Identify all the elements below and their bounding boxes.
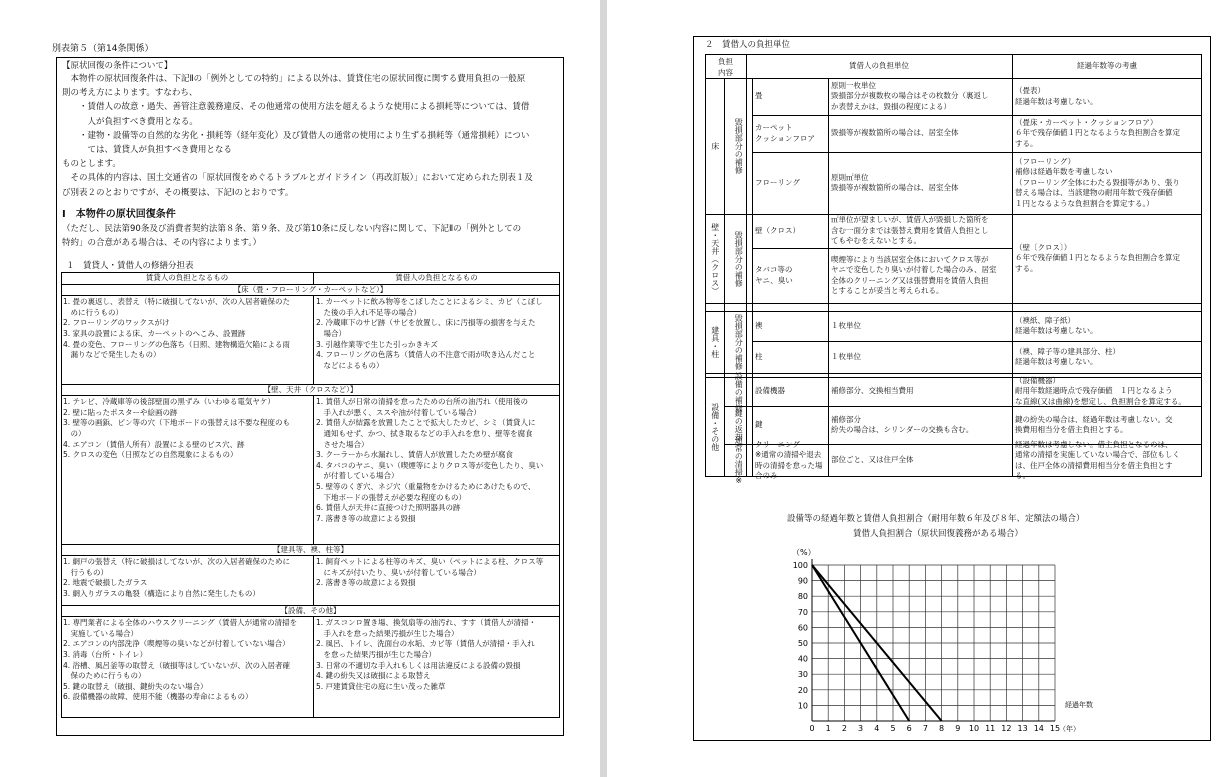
intro-line: ・賃借人の故意・過失、善管注意義務違反、その他通常の使用方法を超えるような使用による損耗等については、賃借 bbox=[62, 102, 530, 113]
x-tick-label: 1 bbox=[825, 724, 831, 733]
group-equipment: 設備・その他 bbox=[710, 403, 720, 451]
row-equipment-item: 設備機器 bbox=[755, 386, 785, 396]
header-burden-unit: 賃借人の負担単位 bbox=[849, 61, 909, 70]
row-flooring-consideration: （フローリング） 補修は経過年数を考慮しない （フローリング全体にわたる毀損等があり、張り 替える場合は、当該建物の耐用年数で残存価値 １円となるような負担割合を算定する。） bbox=[1015, 157, 1180, 208]
row-fusuma-unit: １枚単位 bbox=[831, 320, 861, 330]
row-tobacco-unit: 喫煙等により当該居室全体においてクロス等が ヤニで変色したり臭いが付着した場合のみ、居室 全体のクリーニング又は張替費用を賃借人負担 とすることが妥当と考えられる。 bbox=[831, 254, 997, 295]
section-equipment-tenant: 1. ガスコンロ置き場、換気扇等の油汚れ、すす（賃借人が清掃・ 手入れを怠った結果汚損が生じた場合） 2. 風呂、トイレ、洗面台の水垢、カビ等（賃借人が清掃・手入れ を怠った結果汚損が生じた場合） 3. 日常の不適切な手入れもしくは用法違反による設備の毀損 4. 鍵の紛失又は破損による取替え 5. 戸建賃貸住宅の庭に生い茂った雑草 bbox=[316, 618, 537, 691]
y-tick-label: 40 bbox=[797, 654, 808, 664]
intro-line: ては、賃貸人が負担すべき費用となる bbox=[62, 145, 232, 155]
chart-title: 設備等の経過年数と賃借人負担割合（耐用年数６年及び８年、定額法の場合） bbox=[787, 514, 1085, 524]
section-equipment-landlord: 1. 専門業者による全体のハウスクリーニング（賃借人が通常の清掃を 実施している場合） 2. エアコンの内部洗浄（喫煙等の臭いなどが付着していない場合） 3. 消毒（台所・トイレ） 4. 浴槽、風呂釜等の取替え（破損等はしていないが、次の入居者確 保のために行うもの） 5. 鍵の取替え（破損、鍵紛失のない場合） 6. 設備機器の故障、使用不能（機器の寿命によるもの） bbox=[63, 618, 298, 702]
x-tick-label: 6 bbox=[906, 724, 912, 733]
document-page-2 bbox=[607, 0, 1222, 777]
row-tatami-consideration: （畳表） 経過年数は考慮しない。 bbox=[1015, 86, 1098, 106]
section-wall-ceiling-title: 【壁、天井（クロスなど）】 bbox=[263, 385, 358, 394]
header-age-consideration: 経過年数等の考慮 bbox=[1077, 61, 1137, 70]
y-tick-label: 100 bbox=[792, 561, 808, 570]
y-tick-label: 90 bbox=[797, 576, 808, 586]
intro-line: ・建物・設備等の自然的な劣化・損耗等（経年変化）及び賃借人の通常の使用により生ずる損耗等（通常損耗）につい bbox=[62, 130, 530, 141]
row-cleaning-item: クリーニング ※通常の清掃や退去 時の清掃を怠った場 合のみ bbox=[755, 440, 823, 480]
x-tick-label: 12 bbox=[1001, 724, 1012, 733]
intro-heading: 【原状回復の条件について】 bbox=[62, 61, 173, 71]
section1-note-line: （ただし、民法第90条及び消費者契約法第８条、第９条、及び第10条に反しない内容に関して、下記Ⅱの「例外としての bbox=[62, 224, 522, 234]
section-fittings-landlord: 1. 網戸の張替え（特に破損はしてないが、次の入居者確保のために 行うもの） 2. 地震で破損したガラス 3. 網入りガラスの亀裂（構造により自然に発生したもの） bbox=[63, 557, 291, 598]
section-floor-title: 【床（畳・フローリング・カーペットなど）】 bbox=[233, 285, 388, 294]
col-header-landlord: 賃貸人の負担となるもの bbox=[145, 273, 229, 282]
section-wall-ceiling-landlord: 1. テレビ、冷蔵庫等の後部壁面の黒ずみ（いわゆる電気ヤケ） 2. 壁に貼ったポスターや絵画の跡 3. 壁等の画鋲、ピン等の穴（下地ボードの張替えは不要な程度のも の） 4. エアコン（賃借人所有）設置による壁のビス穴、跡 5. クロスの変色（日照などの自然現象によるもの） bbox=[63, 397, 291, 460]
row-cleaning-unit: 部位ごと、又は住戸全体 bbox=[831, 455, 914, 465]
header-burden-content: 負担 内容 bbox=[718, 57, 733, 77]
x-tick-label: 0 bbox=[809, 724, 815, 733]
x-tick-label: 10 bbox=[968, 724, 980, 733]
row-carpet-consideration: （畳床・カーペット・クッションフロア） ６年で残存価値１円となるような負担割合を算定 する。 bbox=[1015, 117, 1180, 148]
row-tatami-item: 畳 bbox=[755, 91, 763, 101]
intro-line: 人が負担すべき費用となる。 bbox=[62, 116, 198, 127]
group-equip-repair: 設備の補修 bbox=[734, 371, 744, 412]
x-tick-label: 15 bbox=[1049, 724, 1061, 733]
wall-consideration: （壁〔クロス〕） ６年で残存価値１円となるような負担割合を算定 する。 bbox=[1015, 242, 1180, 273]
x-axis-unit: （年） bbox=[1059, 725, 1080, 733]
y-tick-label: 50 bbox=[797, 639, 808, 648]
y-axis-label: （%） bbox=[792, 548, 816, 557]
section-fittings-tenant: 1. 飼育ペットによる柱等のキズ、臭い（ペットによる柱、クロス等 にキズが付いたり、臭いが付着している場合） 2. 落書き等の故意による毀損 bbox=[316, 557, 544, 588]
row-wallpaper-item: 壁（クロス） bbox=[755, 225, 800, 235]
intro-line: 則の考え方によります。すなわち、 bbox=[62, 88, 198, 99]
y-tick-label: 60 bbox=[797, 623, 808, 633]
row-pillar-consideration: （襖、障子等の建具部分、柱） 経過年数は考慮しない。 bbox=[1015, 346, 1120, 366]
appendix-header: 別表第５（第14条関係） bbox=[52, 44, 154, 54]
group-fitting: 建具・柱 bbox=[710, 326, 720, 358]
x-tick-label: 13 bbox=[1017, 724, 1028, 733]
row-tatami-unit: 原則一枚単位 毀損部分が複数枚の場合はその枚数分（裏返し か表替えかは、毀損の程度による） bbox=[831, 80, 989, 111]
intro-line: び別表２のとおりですが、その概要は、下記Ⅰのとおりです。 bbox=[62, 187, 294, 198]
row-pillar-item: 柱 bbox=[755, 351, 763, 361]
y-tick-label: 30 bbox=[797, 670, 808, 680]
depreciation-chart bbox=[607, 0, 1222, 777]
group-wall: 壁・天井（クロス） bbox=[710, 222, 720, 295]
row-wallpaper-unit: ㎡単位が望ましいが、賃借人が毀損した箇所を 含む一面分までは張替え費用を賃借人負担とし てもやむをえないとする。 bbox=[831, 215, 989, 246]
row-carpet-item: カーペット クッションフロア bbox=[755, 123, 815, 143]
x-tick-label: 8 bbox=[939, 724, 945, 733]
subsection1-title: １ 賃貸人・賃借人の修繕分担表 bbox=[66, 261, 194, 271]
row-fusuma-consideration: （襖紙、障子紙） 経過年数は考慮しない。 bbox=[1015, 315, 1098, 335]
x-tick-label: 4 bbox=[874, 724, 880, 733]
x-tick-label: 5 bbox=[890, 724, 896, 733]
section1-note-line: 特約」の合意がある場合は、その内容によります。） bbox=[62, 238, 262, 248]
row-equipment-unit: 補修部分、交換相当費用 bbox=[831, 386, 914, 396]
group-equip-key: 鍵の返却 bbox=[734, 409, 744, 441]
x-tick-label: 3 bbox=[858, 724, 864, 733]
x-axis-label: 経過年数 bbox=[1065, 701, 1093, 709]
document-page-1 bbox=[0, 0, 600, 777]
group-equip-cleaning: 通常の清掃※ bbox=[734, 436, 744, 485]
y-tick-label: 70 bbox=[797, 607, 808, 617]
y-tick-label: 80 bbox=[797, 592, 808, 602]
x-tick-label: 9 bbox=[955, 724, 961, 733]
intro-line: ものとします。 bbox=[62, 159, 121, 170]
intro-line: その具体的内容は、国土交通省の「原状回復をめぐるトラブルとガイドライン（再改訂版）」において定められた別表１及 bbox=[62, 173, 533, 184]
x-tick-label: 11 bbox=[985, 724, 996, 733]
y-tick-label: 20 bbox=[797, 685, 808, 695]
col-header-tenant: 賃借人の負担となるもの bbox=[395, 273, 478, 282]
section-floor-landlord: 1. 畳の裏返し、表替え（特に破損してないが、次の入居者確保のた めに行うもの） 2. フローリングのワックスがけ 3. 家具の設置による床、カーペットのへこみ、設置跡 4. 畳の変色、フローリングの色落ち（日照、建物構造欠陥による雨 漏りなどで発生したもの） bbox=[63, 297, 291, 360]
row-flooring-unit: 原則㎡単位 毀損等が複数箇所の場合は、居室全体 bbox=[831, 172, 959, 192]
row-key-item: 鍵 bbox=[755, 419, 763, 429]
row-key-unit: 補修部分 紛失の場合は、シリンダーの交換も含む。 bbox=[831, 414, 974, 434]
section-equipment-title: 【設備、その他】 bbox=[280, 606, 341, 615]
group-floor: 床 bbox=[710, 142, 720, 150]
group-fitting-sub: 毀損部分の補修 bbox=[734, 314, 744, 370]
section-fittings-title: 【建具等、襖、柱等】 bbox=[273, 545, 348, 554]
row-carpet-unit: 毀損等が複数箇所の場合は、居室全体 bbox=[831, 128, 959, 138]
section-wall-ceiling-tenant: 1. 賃借人が日常の清掃を怠ったための台所の油汚れ（使用後の 手入れが悪く、ススや油が付着している場合） 2. 賃借人が結露を放置したことで拡大したカビ、シミ（賃貸人に 通知もせず、かつ、拭き取るなどの手入れを怠り、壁等を腐食 させた場合） 3. クーラーから水漏れし、賃借人が放置したため壁が腐食 4. タバコのヤニ、臭い（喫煙等によりクロス等が変色したり、臭い が付着している場合） 5. 壁等のくぎ穴、ネジ穴（重量物をかけるためにあけたもので、 下地ボードの張替えが必要な程度のもの） 6. 賃借人が天井に直接つけた照明器具の跡 7. 落書き等の故意による毀損 bbox=[316, 397, 544, 524]
section-floor-tenant: 1. カーペットに飲み物等をこぼしたことによるシミ、カビ（こぼし た後の手入れ不足等の場合） 2. 冷蔵庫下のサビ跡（サビを放置し、床に汚損等の損害を与えた 場合） 3. 引越作業等で生じた引っかきキズ 4. フローリングの色落ち（賃借人の不注意で雨が吹き込んだこと などによるもの） bbox=[316, 297, 543, 370]
group-wall-sub: 毀損部分の補修 bbox=[734, 230, 744, 287]
row-pillar-unit: １枚単位 bbox=[831, 351, 861, 361]
row-fusuma-item: 襖 bbox=[755, 320, 763, 330]
section1-title: Ⅰ 本物件の原状回復条件 bbox=[62, 209, 176, 220]
section2-title: ２ 賃借人の負担単位 bbox=[705, 40, 791, 50]
row-tobacco-item: タバコ等の ヤニ、臭い bbox=[755, 265, 793, 285]
y-tick-label: 10 bbox=[797, 701, 808, 711]
intro-line: 本物件の原状回復条件は、下記Ⅱの「例外としての特約」による以外は、賃貸住宅の原状回復に関する費用負担の一般原 bbox=[62, 74, 526, 84]
row-equipment-consideration: （設備機器） 耐用年数経過時点で残存価値 １円となるよう な直線(又は曲線)を想定し、負担割合を算定する。 bbox=[1015, 375, 1186, 406]
x-tick-label: 7 bbox=[922, 724, 928, 733]
group-floor-sub: 毀損部分の補修 bbox=[734, 118, 744, 174]
row-cleaning-consideration: 経過年数は考慮しない。借主負担となるのは、 通常の清掃を実施していない場合で、部位もしく は、住戸全体の清掃費用相当分を借主負担とす る。 bbox=[1015, 439, 1180, 480]
chart-subtitle: 賃借人負担割合（原状回復義務がある場合） bbox=[853, 529, 1024, 539]
row-key-consideration: 鍵の紛失の場合は、経過年数は考慮しない。交 換費用相当分を借主負担とする。 bbox=[1015, 414, 1173, 434]
row-flooring-item: フローリング bbox=[755, 177, 800, 187]
x-tick-label: 2 bbox=[841, 724, 847, 733]
x-tick-label: 14 bbox=[1033, 724, 1044, 733]
